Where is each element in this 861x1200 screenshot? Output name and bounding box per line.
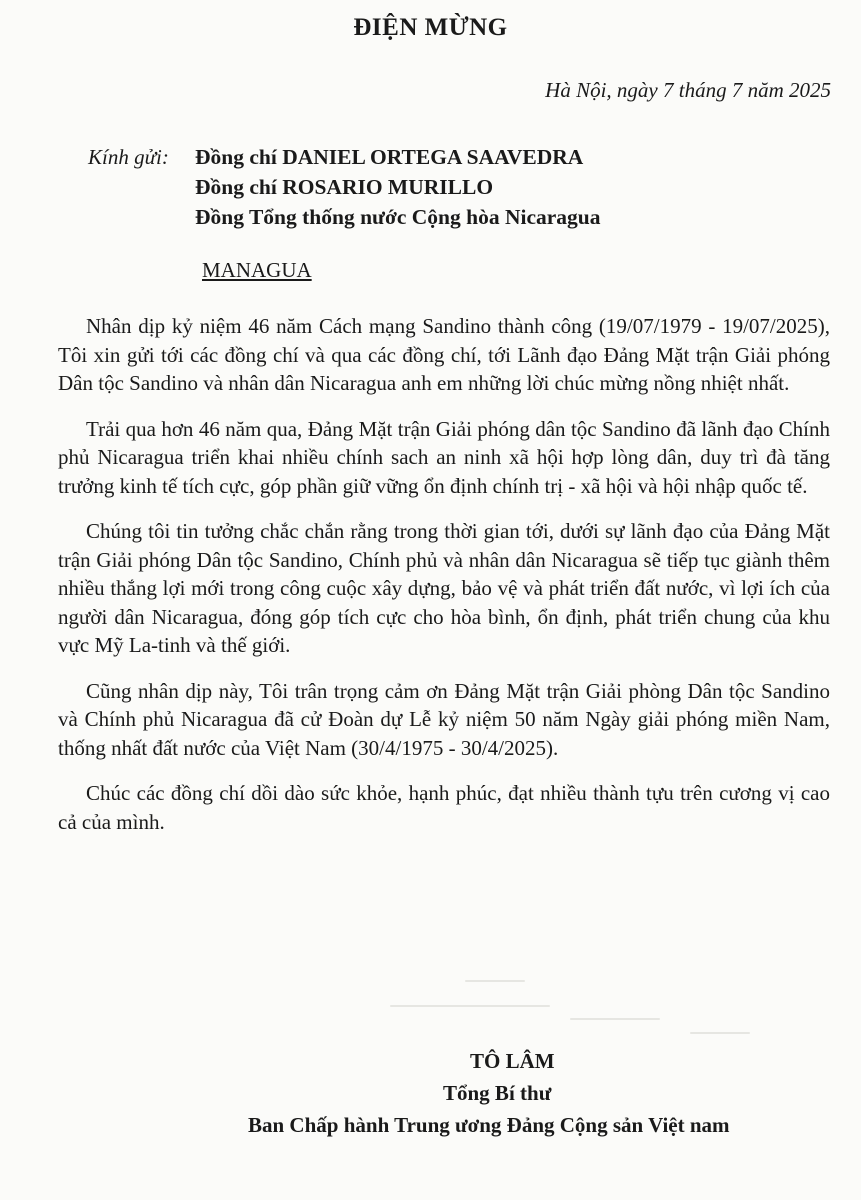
body-paragraph: Chúng tôi tin tưởng chắc chắn rằng trong thời gian tới, dưới sự lãnh đạo của Đảng Mặt trận Giải phóng Dân tộc Sandino, Chính phủ và nhân dân Nicaragua sẽ tiếp tục giành thêm nhiều thắng lợi mới trong công cuộc xây dựng, bảo vệ và phát triển đất nước, vì lợi ích của người dân Nicaragua, đóng góp tích cực cho hòa bình, ổn định, phát triển chung của khu vực Mỹ La-tinh và thế giới.: [58, 519, 830, 657]
body-paragraph: Cũng nhân dịp này, Tôi trân trọng cảm ơn Đảng Mặt trận Giải phòng Dân tộc Sandino và Chính phủ Nicaragua đã cử Đoàn dự Lễ kỷ niệm 50 năm Ngày giải phóng miền Nam, thống nhất đất nước của Việt Nam (30/4/1975 - 30/4/2025).: [58, 678, 830, 760]
recipient-line: Đồng chí DANIEL ORTEGA SAAVEDRA: [195, 145, 584, 169]
signatory-organization: Ban Chấp hành Trung ương Đảng Cộng sản Việt nam: [248, 1113, 730, 1137]
recipient-line: Đồng chí ROSARIO MURILLO: [195, 175, 494, 199]
signatory-name: TÔ LÂM: [470, 1049, 555, 1073]
body-paragraph: Chúc các đồng chí dồi dào sức khỏe, hạnh phúc, đạt nhiều thành tựu trên cương vị cao cả của mình.: [58, 781, 830, 834]
body-paragraph: Nhân dịp kỷ niệm 46 năm Cách mạng Sandino thành công (19/07/1979 - 19/07/2025), Tôi xin gửi tới các đồng chí và qua các đồng chí, tới Lãnh đạo Đảng Mặt trận Giải phóng Dân tộc Sandino và nhân dân Nicaragua anh em những lời chúc mừng nồng nhiệt nhất.: [58, 314, 830, 395]
body-paragraph: Trải qua hơn 46 năm qua, Đảng Mặt trận Giải phóng dân tộc Sandino đã lãnh đạo Chính phủ Nicaragua triển khai nhiều chính sach an ninh xã hội hợp lòng dân, duy trì đà tăng trưởng kinh tế tích cực, góp phần giữ vững ổn định chính trị - xã hội và hội nhập quốc tế.: [58, 416, 830, 498]
salutation-label: Kính gửi:: [88, 145, 169, 169]
letter-body: [58, 312, 830, 853]
recipient-line: Đồng Tổng thống nước Cộng hòa Nicaragua: [195, 205, 601, 229]
city-line: MANAGUA: [202, 258, 312, 282]
dateline: Hà Nội, ngày 7 tháng 7 năm 2025: [545, 78, 831, 102]
document-title: ĐIỆN MỪNG: [353, 14, 508, 41]
signatory-title: Tổng Bí thư: [443, 1081, 552, 1105]
recipients-block: [195, 142, 601, 232]
faint-bleedthrough-marks: [370, 960, 800, 1050]
